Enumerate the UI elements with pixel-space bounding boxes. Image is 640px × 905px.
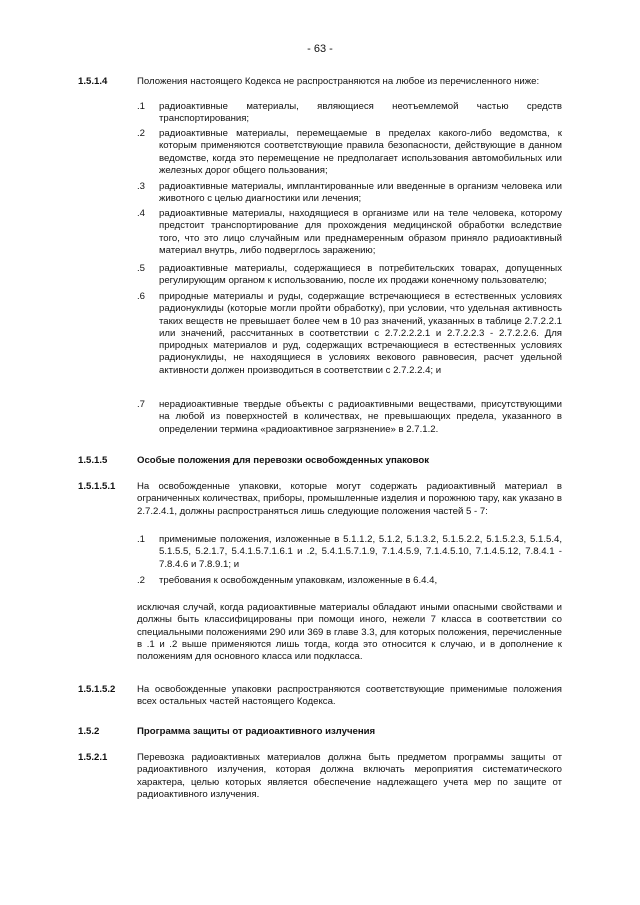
section-text: На освобожденные упаковки, которые могут содержать радиоактивный материал в ограниченных количествах, приборы, промышленные изделия и порожнюю тару, как указано в 2.7.2.4.1, должны распространяться лишь следующие положения частей 5 - 7: xyxy=(137,481,562,517)
list-text: нерадиоактивные твердые объекты с радиоактивными веществами, присутствующими на любой из поверхностей в количествах, не превышающих предела, указанного в определении термина «радиоактивное загрязнение» в 2.7.1.2. xyxy=(159,399,562,435)
list-text: требования к освобожденным упаковкам, изложенные в 6.4.4, xyxy=(159,575,438,586)
list-marker: .3 xyxy=(137,181,146,192)
list-marker: .7 xyxy=(137,399,146,410)
section-text: На освобожденные упаковки распространяются соответствующие применимые положения всех остальных частей настоящего Кодекса. xyxy=(137,684,562,708)
section-title: Программа защиты от радиоактивного излучения xyxy=(137,726,376,737)
list-text: применимые положения, изложенные в 5.1.1.2, 5.1.2, 5.1.3.2, 5.1.5.2.2, 5.1.5.2.3, 5.1.5.4, 5.1.5.5, 5.2.1.7, 5.4.1.5.7.1.6.1 и .2, 5.4.1.5.7.1.9, 7.1.4.5.9, 7.1.4.5.10, 7.1.4.5.12, 7.8.4.1 - 7.8.4.6 и 7.8.9.1; и xyxy=(159,534,562,570)
list-marker: .2 xyxy=(137,128,146,139)
section-number: 1.5.2.1 xyxy=(78,752,108,763)
list-marker: .1 xyxy=(137,101,146,112)
page-number: - 63 - xyxy=(307,43,333,55)
list-text: радиоактивные материалы, являющиеся неотъемлемой частью средств транспортирования; xyxy=(159,101,562,125)
section-text: Положения настоящего Кодекса не распространяются на любое из перечисленного ниже: xyxy=(137,76,540,87)
section-number: 1.5.2 xyxy=(78,726,100,737)
list-text: радиоактивные материалы, перемещаемые в пределах какого-либо ведомства, к которым применяются соответствующие правила безопасности, действующие в данном ведомстве, когда это перемещение не предполагает использования автомобильных или железных дорог общего пользования; xyxy=(159,128,562,176)
section-title: Особые положения для перевозки освобожденных упаковок xyxy=(137,455,430,466)
section-number: 1.5.1.5.2 xyxy=(78,684,116,695)
list-marker: .2 xyxy=(137,575,146,586)
section-number: 1.5.1.4 xyxy=(78,76,108,87)
section-number: 1.5.1.5.1 xyxy=(78,481,116,492)
list-marker: .6 xyxy=(137,291,146,302)
list-text: природные материалы и руды, содержащие встречающиеся в естественных условиях радионуклиды (которые могли пройти обработку), при условии, что удельная активность таких веществ не превышает более чем в 10 раз значений, указанных в таблице 2.7.2.2.1 или значений, рассчитанных в соответствии с 2.7.2.2.2.1 и 2.7.2.2.3 - 2.7.2.2.6. Для природных материалов и руд, содержащих встречающиеся в естественных условиях радионуклиды, не находящиеся в условиях векового равновесия, расчет удельной активности должен производиться в соответствии с 2.7.2.2.4; и xyxy=(159,291,562,376)
section-text: Перевозка радиоактивных материалов должна быть предметом программы защиты от радиоактивного излучения, которая должна включать мероприятия систематического характера, целью которых является обеспечение надлежащего учета мер по защите от радиоактивного излучения. xyxy=(137,752,562,800)
section-paragraph: исключая случай, когда радиоактивные материалы обладают иными опасными свойствами и должны быть классифицированы при помощи иного, нежели 7 класса в соответствии со специальными положениями 290 или 369 в главе 3.3, для которых положения, перечисленные в .1 и .2 выше применяются лишь тогда, когда это относится к случаю, и в дополнение к положениям для основного класса или подкласса. xyxy=(137,602,562,663)
list-text: радиоактивные материалы, содержащиеся в потребительских товарах, допущенных регулирующим органом к использованию, после их продажи конечному пользователю; xyxy=(159,263,562,287)
list-marker: .4 xyxy=(137,208,146,219)
list-marker: .1 xyxy=(137,534,146,545)
list-marker: .5 xyxy=(137,263,146,274)
list-text: радиоактивные материалы, находящиеся в организме или на теле человека, которому предстоит транспортирование для прохождения медицинской обработки вследствие того, что это лицо случайным или преднамеренным образом приняло радиоактивный материал внутрь, либо подверглось заражению; xyxy=(159,208,562,256)
section-number: 1.5.1.5 xyxy=(78,455,108,466)
list-text: радиоактивные материалы, имплантированные или введенные в организм человека или животного с целью диагностики или лечения; xyxy=(159,181,562,205)
